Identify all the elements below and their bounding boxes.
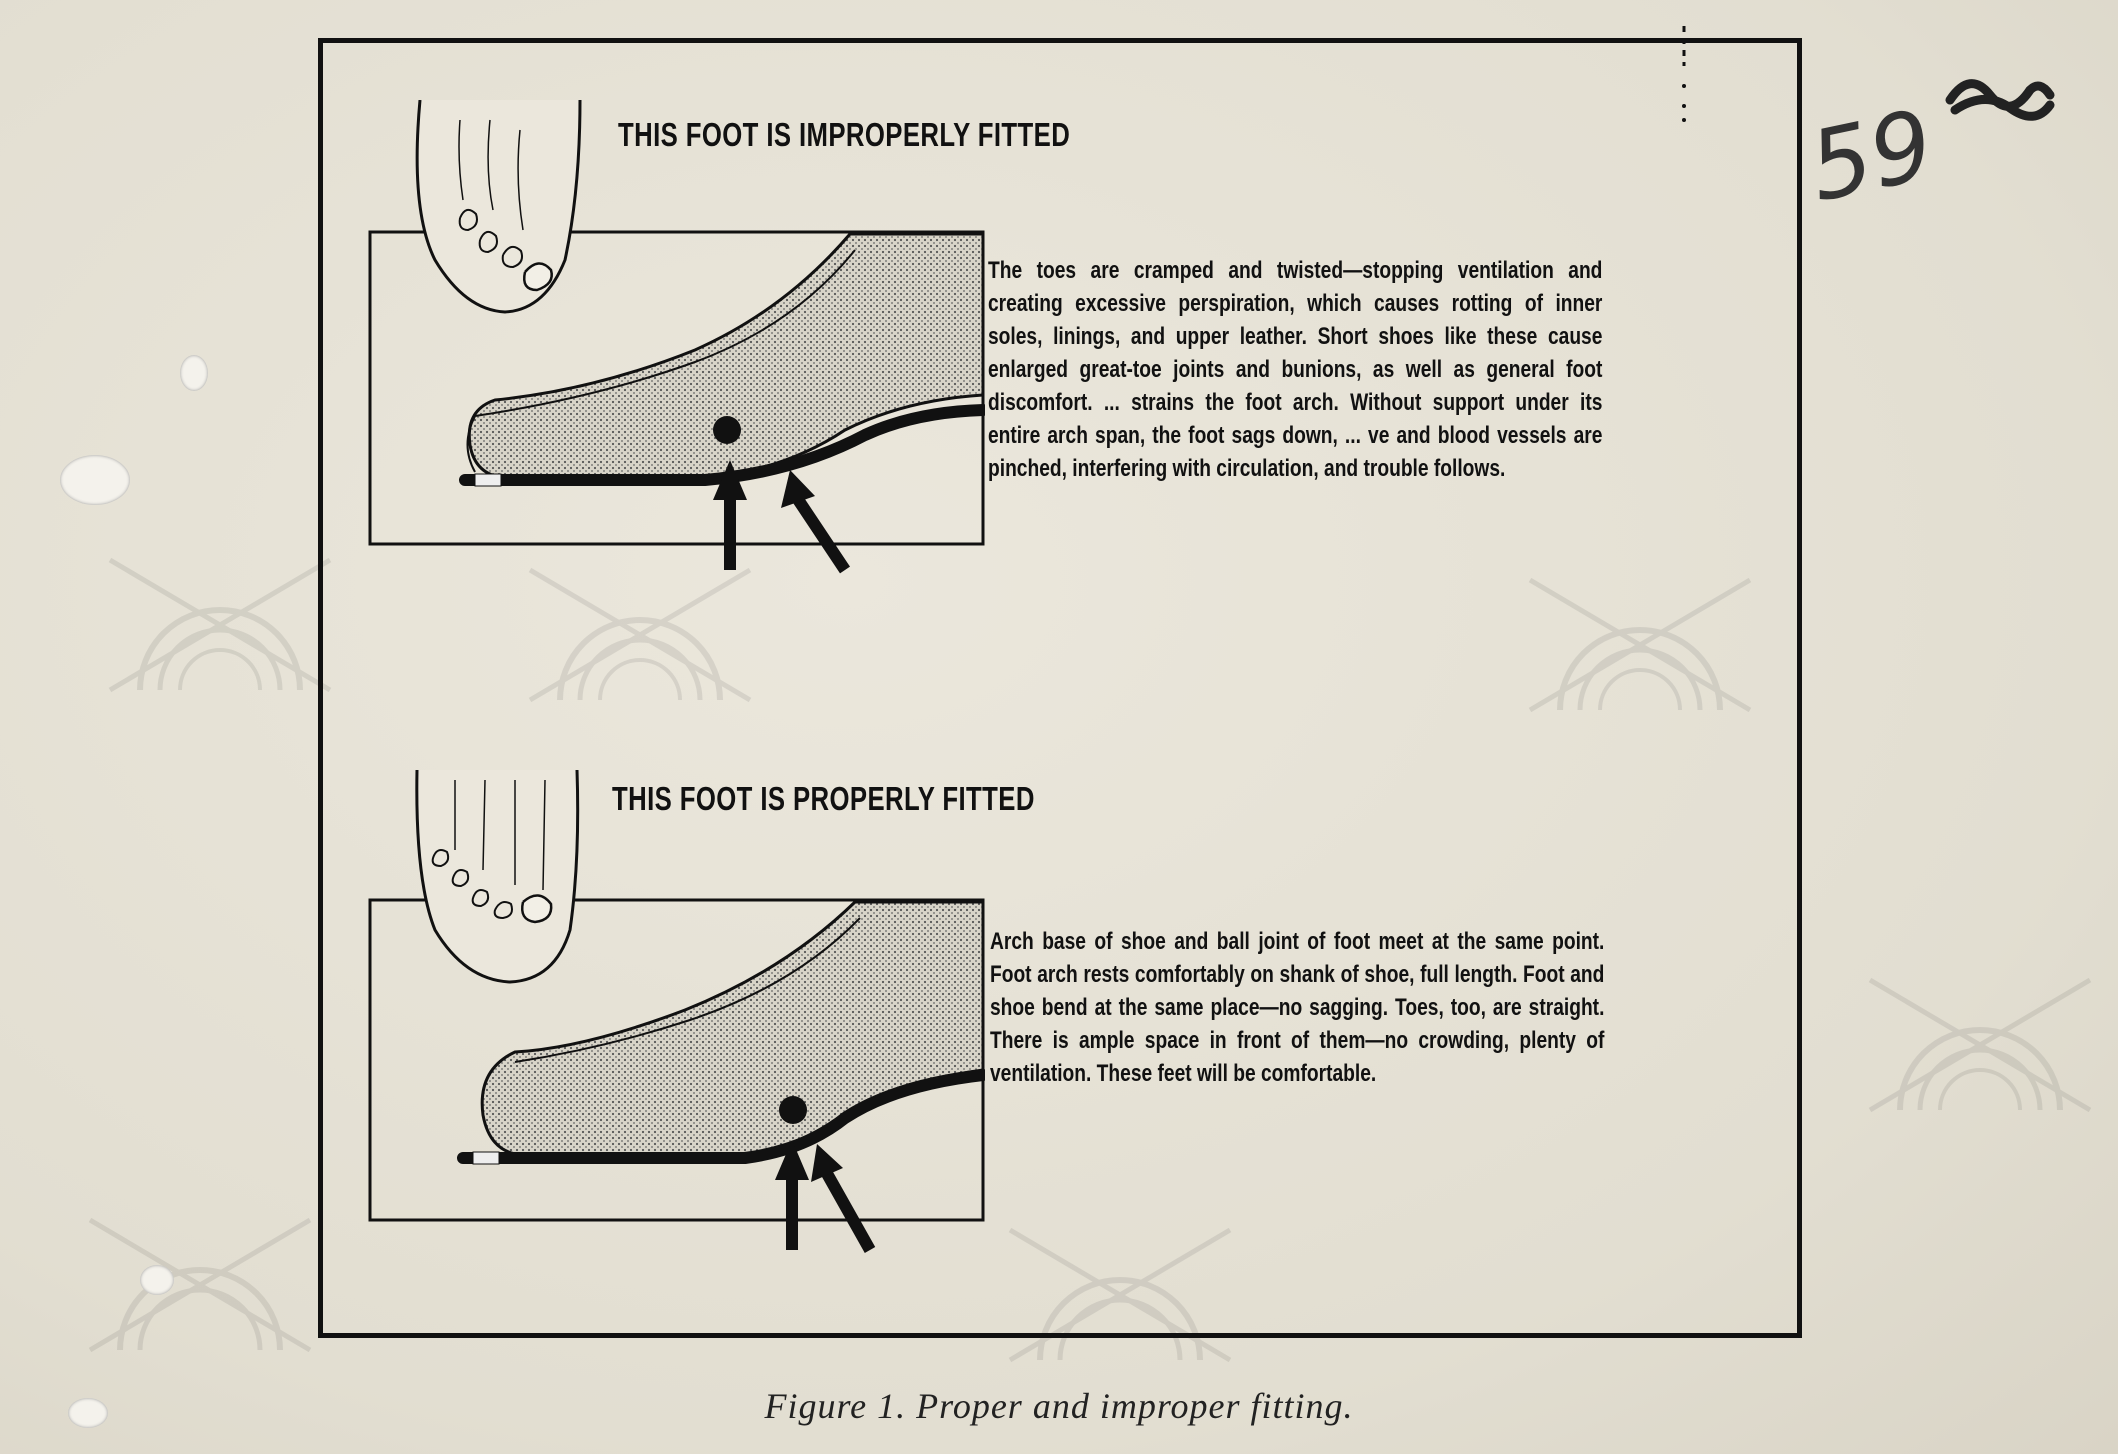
handwritten-page-number: 59: [1799, 88, 1943, 224]
registration-marks: [1676, 26, 1692, 126]
proper-heading: THIS FOOT IS PROPERLY FITTED: [612, 780, 1035, 817]
figure-caption: Figure 1. Proper and improper fitting.: [764, 1386, 1354, 1426]
paper-damage: [180, 355, 208, 391]
proper-description: Arch base of shoe and ball joint of foot meet at the same point. Foot arch rests comfortably on shank of shoe, full length. Foot and shoe bend at the same place—no sagging. Toes, too, are straight. There is ample space in front of them—no crowding, plenty of ventilation. These feet will be comfortable.: [990, 928, 1605, 1087]
watermark-emblem: [80, 1180, 320, 1370]
watermark-emblem: [100, 520, 340, 710]
paper-damage: [140, 1265, 174, 1295]
paper-damage: [60, 455, 130, 505]
proper-fit-illustration: [365, 770, 985, 1260]
improper-fit-illustration: [365, 100, 985, 580]
watermark-emblem: [1860, 940, 2100, 1130]
improper-heading: THIS FOOT IS IMPROPERLY FITTED: [618, 116, 1071, 153]
scribble-mark: [1940, 60, 2060, 130]
improper-description: The toes are cramped and twisted—stopping ventilation and creating excessive perspiration, which causes rotting of inner soles, linings, and upper leather. Short shoes like these cause enlarged great-toe joints and bunions, as well as general foot discomfort. ... strains the foot arch. Without support under its entire arch span, the foot sags down, ... ve and blood vessels are pinched, interfering with circulation, and trouble follows.: [988, 257, 1603, 482]
